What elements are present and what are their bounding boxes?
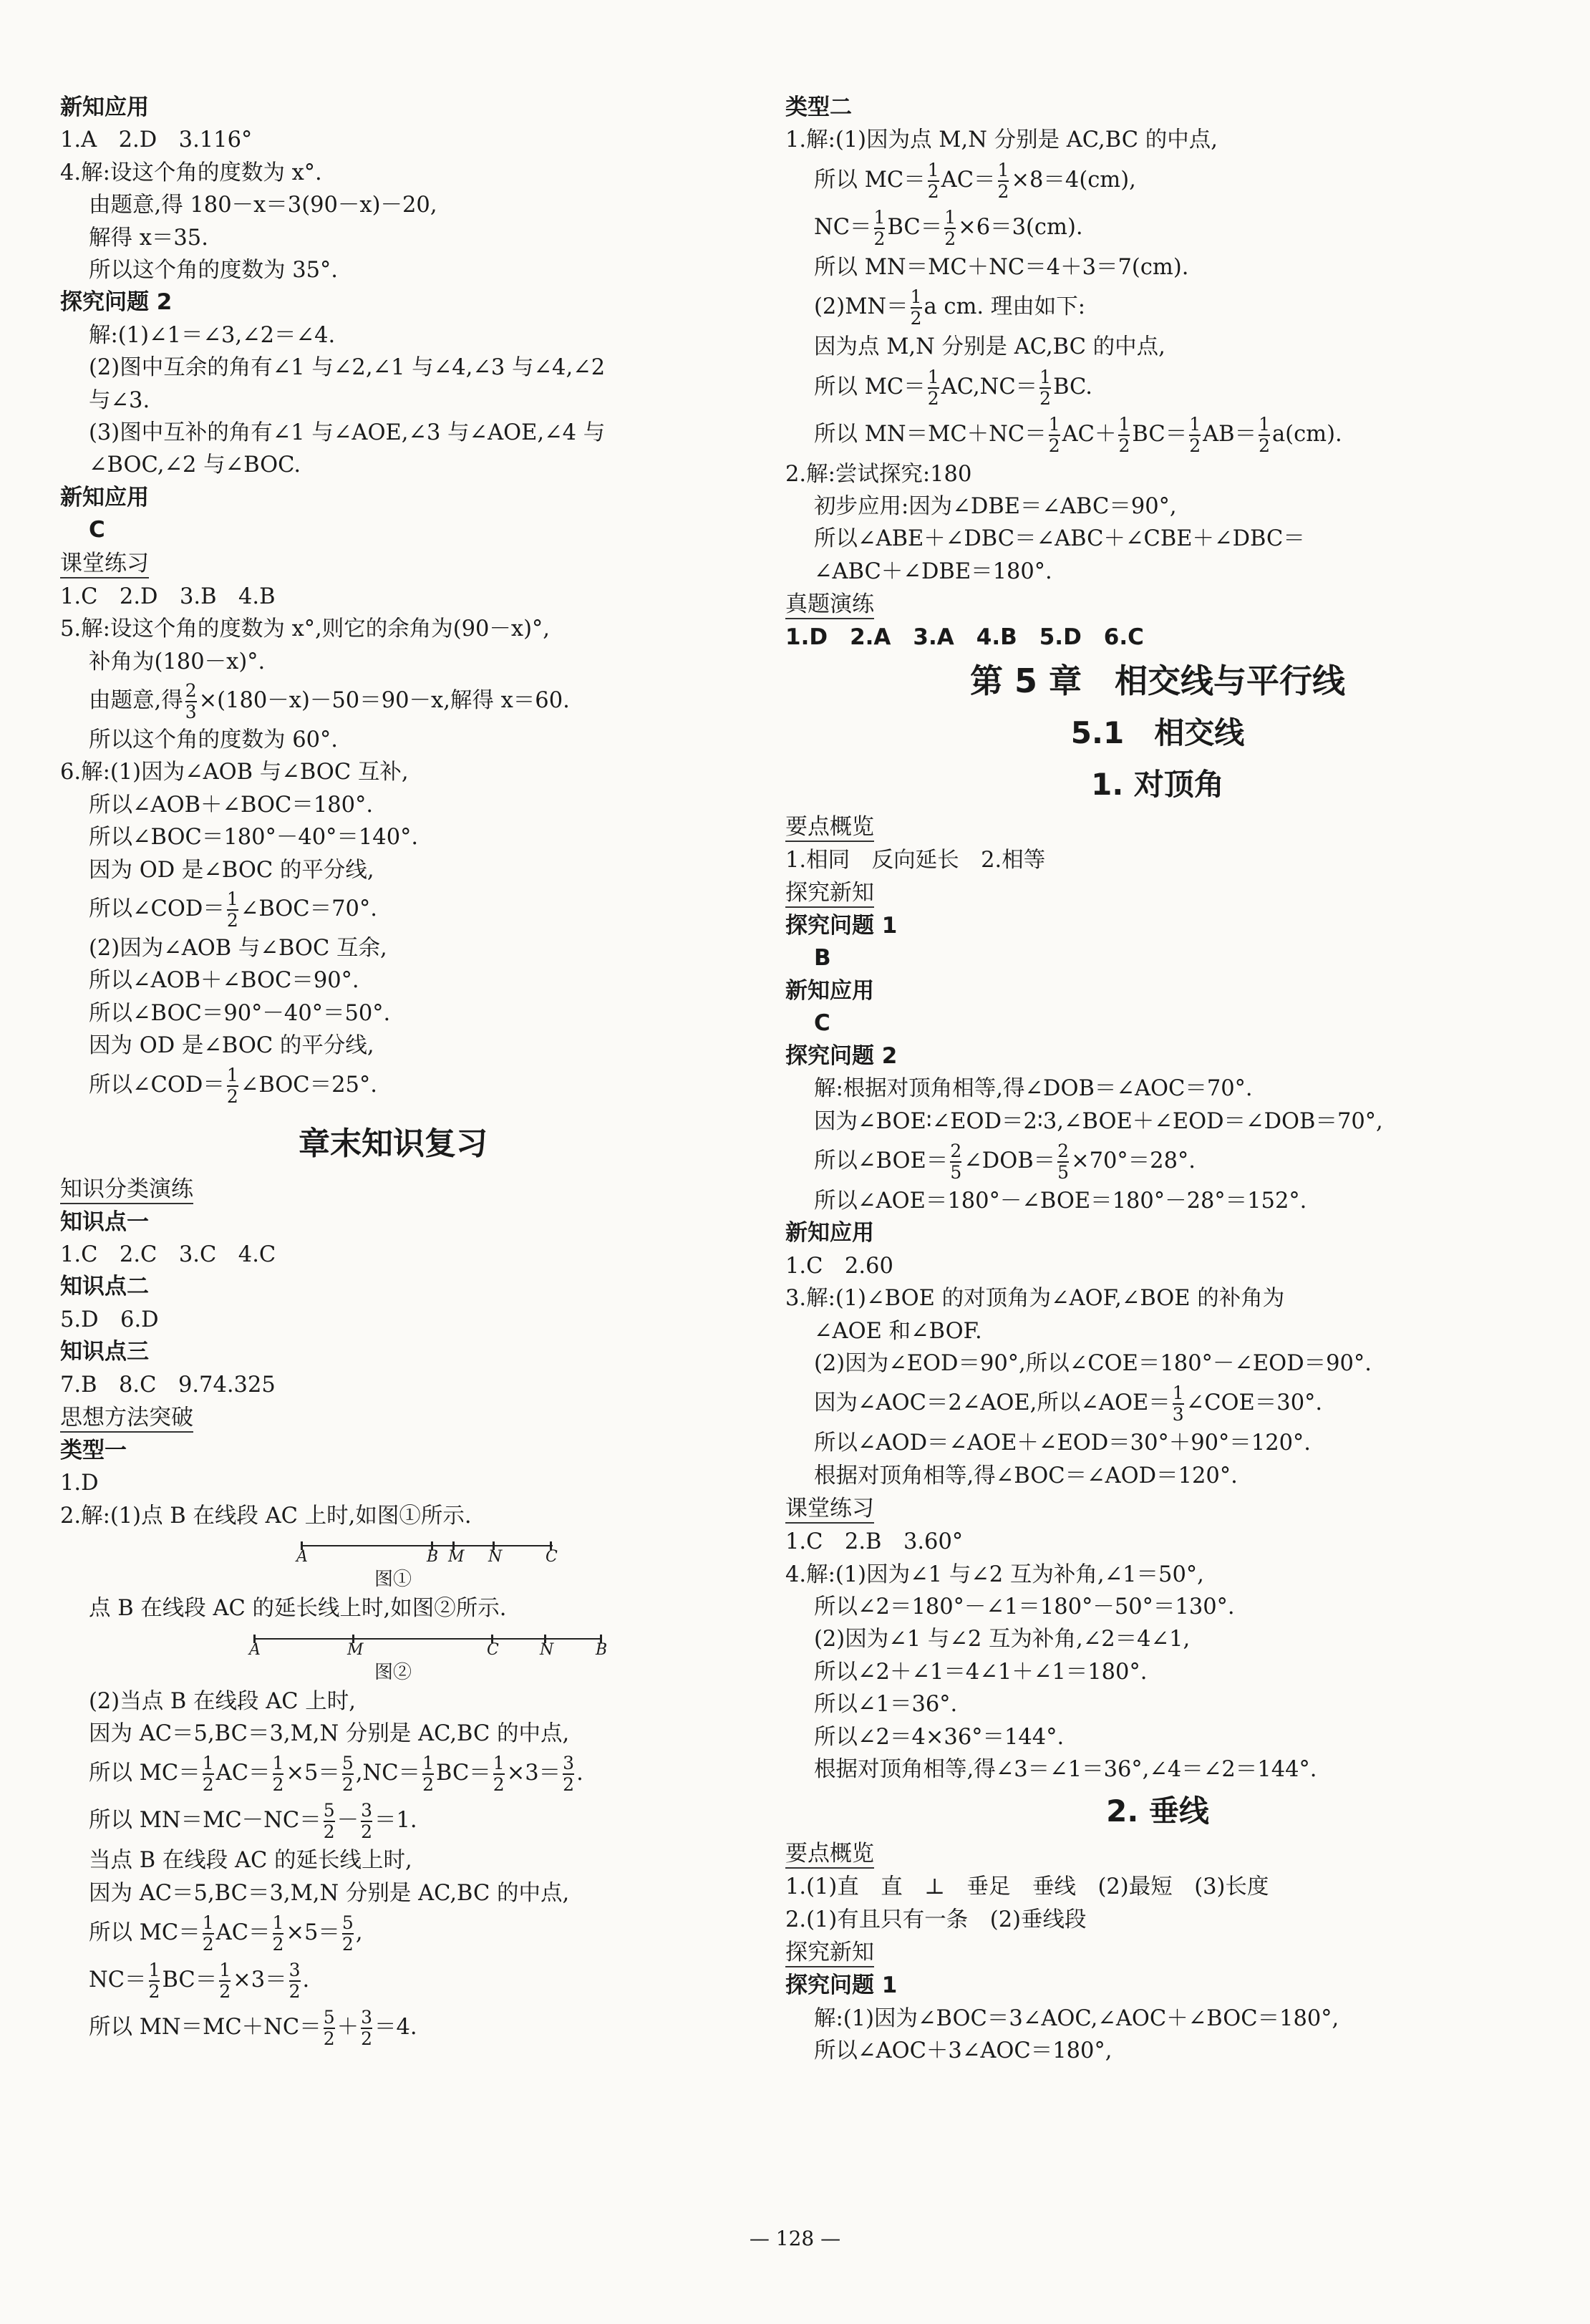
numerator: 1 xyxy=(1048,413,1060,435)
text-segment: 所以 MC＝ xyxy=(814,374,926,400)
answer-line: 解:根据对顶角相等,得∠DOB＝∠AOC＝70°. xyxy=(814,1076,1253,1102)
answer-line: 1.解:(1)因为点 M,N 分别是 AC,BC 的中点, xyxy=(785,127,1218,153)
answer-line: 所以∠2＝180°－∠1＝180°－50°＝130°. xyxy=(814,1594,1235,1619)
section-tag: 要点概览 xyxy=(785,813,874,842)
answer-line: 所以∠AOD＝∠AOE＋∠EOD＝30°＋90°＝120°. xyxy=(814,1430,1311,1456)
answer-line: 1.C 2.D 3.B 4.B xyxy=(60,584,276,609)
text-segment: AC＝ xyxy=(215,1761,271,1786)
answer-line: (2)因为∠EOD＝90°,所以∠COE＝180°－∠EOD＝90°. xyxy=(814,1350,1372,1376)
text-segment: ∠DOB＝ xyxy=(964,1148,1056,1173)
answer-line: 因为 OD 是∠BOC 的平分线, xyxy=(89,1033,374,1059)
answer-line: 1.C 2.C 3.C 4.C xyxy=(60,1241,276,1267)
answer-line xyxy=(60,886,726,932)
numerator: 3 xyxy=(289,1960,301,1981)
section-tag: 思想方法突破 xyxy=(60,1404,193,1433)
numerator: 1 xyxy=(1039,366,1052,387)
text-segment: BC＝ xyxy=(162,1967,218,1993)
point-label: A xyxy=(249,1640,261,1659)
subsection-title: 1. 对顶角 xyxy=(1091,766,1224,802)
text-segment: ∠BOC＝25°. xyxy=(240,1072,377,1098)
denominator: 2 xyxy=(873,228,886,249)
fraction xyxy=(273,1913,284,1955)
answer-line: 1.(1)直 直 ⊥ 垂足 垂线 (2)最短 (3)长度 xyxy=(785,1874,1269,1900)
text-segment: ×6＝3(cm). xyxy=(958,214,1083,240)
denominator: 2 xyxy=(289,1981,301,2003)
answer-line: 1.C 2.60 xyxy=(785,1253,893,1279)
fraction xyxy=(219,1960,231,2002)
denominator: 2 xyxy=(1259,435,1270,456)
section-tag: 要点概览 xyxy=(785,1840,874,1869)
denominator: 3 xyxy=(185,701,197,722)
denominator: 2 xyxy=(219,1981,231,2003)
text-segment: ＝4. xyxy=(374,2015,417,2040)
fraction xyxy=(1173,1383,1184,1425)
fraction xyxy=(563,1753,574,1795)
denominator: 2 xyxy=(202,1934,214,1955)
numerator: 1 xyxy=(1189,413,1201,435)
numerator: 1 xyxy=(1259,413,1270,435)
denominator: 2 xyxy=(361,2028,373,2050)
answer-line: 5.解:设这个角的度数为 x°,则它的余角为(90－x)°, xyxy=(60,616,550,642)
denominator: 2 xyxy=(927,387,939,409)
denominator: 2 xyxy=(226,909,238,931)
text-segment: AC＝ xyxy=(941,167,996,193)
answer-line: 初步应用:因为∠DBE＝∠ABC＝90°, xyxy=(814,494,1177,520)
text-segment: ＝1. xyxy=(374,1808,417,1834)
denominator: 2 xyxy=(1189,435,1201,456)
section-label: 探究问题 1 xyxy=(785,1972,898,1999)
numerator: 5 xyxy=(323,2007,335,2028)
fraction xyxy=(1049,415,1060,456)
answer-line: 因为 AC＝5,BC＝3,M,N 分别是 AC,BC 的中点, xyxy=(89,1880,570,1906)
text-segment: . xyxy=(576,1761,583,1786)
answer-line: (2)因为∠1 与∠2 互为补角,∠2＝4∠1, xyxy=(814,1627,1191,1652)
answer-line: 6.解:(1)因为∠AOB 与∠BOC 互补, xyxy=(60,760,409,785)
answer-line xyxy=(785,284,1530,331)
section-label: 知识点二 xyxy=(60,1274,149,1300)
numerator: 1 xyxy=(873,206,886,228)
denominator: 2 xyxy=(1048,435,1060,456)
text-segment: NC＝ xyxy=(814,214,872,240)
denominator: 2 xyxy=(997,180,1009,202)
segment-figure-2 xyxy=(60,1625,726,1660)
numerator: 1 xyxy=(219,1960,231,1981)
subsection-title: 2. 垂线 xyxy=(1106,1793,1209,1829)
denominator: 2 xyxy=(341,1934,354,1955)
answer-line: ∠BOC,∠2 与∠BOC. xyxy=(89,452,301,478)
answer-line xyxy=(60,1957,726,2004)
fraction xyxy=(944,208,956,249)
point-label: M xyxy=(347,1640,364,1659)
fraction xyxy=(998,160,1009,202)
numerator: 1 xyxy=(1118,413,1130,435)
answer-line: C xyxy=(89,517,105,543)
answer-line xyxy=(60,1797,726,1844)
text-segment: ×3＝ xyxy=(506,1761,561,1786)
answer-line: (2)因为∠AOB 与∠BOC 互余, xyxy=(89,935,387,961)
point-label: N xyxy=(540,1640,554,1659)
numerator: 5 xyxy=(341,1753,354,1774)
fraction xyxy=(203,1753,214,1795)
answer-line xyxy=(60,1062,726,1108)
answer-line: 与∠3. xyxy=(89,387,150,413)
fraction xyxy=(342,1913,354,1955)
numerator: 5 xyxy=(323,1800,335,1821)
section-title: 5.1 相交线 xyxy=(1070,715,1245,750)
answer-line: 由题意,得 180－x＝3(90－x)－20, xyxy=(89,193,437,218)
fraction xyxy=(227,1065,238,1107)
answer-line: 所以∠2＋∠1＝4∠1＋∠1＝180°. xyxy=(814,1659,1148,1685)
numerator: 1 xyxy=(226,888,238,909)
numerator: 2 xyxy=(185,679,197,701)
answer-line: 解:(1)因为∠BOC＝3∠AOC,∠AOC＋∠BOC＝180°, xyxy=(814,2005,1339,2031)
chapter-title: 第 5 章 相交线与平行线 xyxy=(969,661,1346,700)
numerator: 1 xyxy=(910,286,922,308)
text-segment: ×3＝ xyxy=(233,1967,287,1993)
right-column xyxy=(785,92,1530,2067)
numerator: 1 xyxy=(1172,1383,1184,1404)
numerator: 1 xyxy=(202,1753,214,1774)
text-segment: . xyxy=(302,1967,310,1993)
answer-line: 点 B 在线段 AC 的延长线上时,如图②所示. xyxy=(89,1596,507,1622)
denominator: 2 xyxy=(910,308,922,329)
denominator: 3 xyxy=(1172,1404,1184,1425)
fraction xyxy=(203,1913,214,1955)
fraction xyxy=(361,2008,372,2049)
answer-line: 4.解:(1)因为∠1 与∠2 互为补角,∠1＝50°, xyxy=(785,1562,1204,1587)
answer-line: 2.(1)有且只有一条 (2)垂线段 xyxy=(785,1907,1087,1932)
answer-line: 解:(1)∠1＝∠3,∠2＝∠4. xyxy=(89,322,336,348)
answer-line: 1.相同 反向延长 2.相等 xyxy=(785,847,1046,873)
answer-line: 所以∠BOC＝90°－40°＝50°. xyxy=(89,1000,391,1026)
answer-line: 5.D 6.D xyxy=(60,1307,159,1332)
numerator: 2 xyxy=(1057,1140,1070,1161)
numerator: 1 xyxy=(272,1753,284,1774)
answer-line: 补角为(180－x)°. xyxy=(89,649,266,674)
denominator: 2 xyxy=(1039,387,1052,409)
answer-line: 所以∠AOC＋3∠AOC＝180°, xyxy=(814,2038,1112,2064)
text-segment: 所以∠BOE＝ xyxy=(814,1148,949,1173)
fraction xyxy=(874,208,886,249)
fraction xyxy=(1118,415,1130,456)
section-tag: 课堂练习 xyxy=(60,550,149,578)
text-segment: ×5＝ xyxy=(286,1761,340,1786)
numerator: 1 xyxy=(997,159,1009,180)
fraction xyxy=(324,1801,335,1842)
denominator: 2 xyxy=(361,1821,373,1843)
fraction xyxy=(1189,415,1201,456)
text-segment: ×8＝4(cm), xyxy=(1011,167,1136,193)
answer-line: 所以∠1＝36°. xyxy=(814,1692,958,1718)
section-label: 类型一 xyxy=(60,1438,127,1463)
section-label: 新知应用 xyxy=(785,977,874,1004)
answer-line: 1.C 2.B 3.60° xyxy=(785,1529,964,1555)
denominator: 2 xyxy=(226,1085,238,1107)
answer-line: C xyxy=(814,1010,830,1037)
text-segment: ＋ xyxy=(336,2015,359,2040)
text-segment: BC＝ xyxy=(1132,421,1188,447)
text-segment: 所以 MC＝ xyxy=(89,1920,200,1946)
answer-line: 因为 OD 是∠BOC 的平分线, xyxy=(89,857,374,883)
numerator: 1 xyxy=(202,1912,214,1934)
answer-line: ∠AOE 和∠BOF. xyxy=(814,1318,982,1344)
point-label: B xyxy=(427,1548,439,1567)
text-segment: ,NC＝ xyxy=(355,1761,421,1786)
fraction xyxy=(1039,367,1051,409)
text-segment: BC＝ xyxy=(435,1761,491,1786)
answer-line: 1.D xyxy=(60,1471,99,1496)
denominator: 2 xyxy=(272,1774,284,1796)
numerator: 1 xyxy=(927,159,939,180)
answer-line: 解得 x＝35. xyxy=(89,225,208,251)
section-tag: 探究新知 xyxy=(785,1939,874,1967)
text-segment: － xyxy=(336,1808,359,1834)
text-segment: , xyxy=(355,1920,363,1946)
answer-line xyxy=(785,204,1530,251)
fraction xyxy=(185,681,197,722)
text-segment: BC. xyxy=(1053,374,1093,400)
section-tag: 探究新知 xyxy=(785,879,874,908)
answer-line: 所以这个角的度数为 60°. xyxy=(89,727,338,752)
text-segment: ∠BOC＝70°. xyxy=(240,896,377,921)
section-label: 类型二 xyxy=(785,95,852,120)
denominator: 2 xyxy=(563,1774,575,1796)
text-segment: 所以 MN＝MC＋NC＝ xyxy=(814,421,1047,447)
answer-line xyxy=(785,1138,1530,1185)
fraction xyxy=(928,160,939,202)
text-segment: BC＝ xyxy=(887,214,943,240)
fraction xyxy=(227,889,238,931)
denominator: 2 xyxy=(927,180,939,202)
section-label: 探究问题 1 xyxy=(785,913,898,939)
answer-line: 所以∠AOB＋∠BOC＝90°. xyxy=(89,968,359,994)
answer-line: 4.解:设这个角的度数为 x°. xyxy=(60,160,322,185)
answer-line: 所以∠AOB＋∠BOC＝180°. xyxy=(89,792,374,818)
answer-line xyxy=(60,1909,726,1957)
denominator: 2 xyxy=(323,2028,335,2050)
answer-line: 因为点 M,N 分别是 AC,BC 的中点, xyxy=(814,334,1165,360)
denominator: 5 xyxy=(1057,1161,1070,1183)
section-label: 探究问题 2 xyxy=(60,289,173,316)
numerator: 3 xyxy=(361,1800,373,1821)
numerator: 5 xyxy=(341,1912,354,1934)
denominator: 2 xyxy=(148,1981,160,2003)
text-segment: (2)MN＝ xyxy=(814,294,908,320)
fraction xyxy=(149,1960,160,2002)
text-segment: a cm. 理由如下: xyxy=(924,294,1086,320)
fraction xyxy=(422,1753,434,1795)
answer-line: (2)当点 B 在线段 AC 上时, xyxy=(89,1688,356,1714)
section-label: 探究问题 2 xyxy=(785,1042,898,1069)
numerator: 1 xyxy=(148,1960,160,1981)
section-label: 新知应用 xyxy=(60,484,149,510)
text-segment: AC,NC＝ xyxy=(941,374,1038,400)
fraction xyxy=(911,287,922,329)
text-segment: 由题意,得 xyxy=(89,687,183,713)
section-tag: 真题演练 xyxy=(785,591,874,619)
point-label: M xyxy=(448,1548,465,1567)
numerator: 3 xyxy=(361,2007,373,2028)
text-segment: ∠COE＝30°. xyxy=(1186,1390,1323,1416)
fraction xyxy=(324,2008,335,2049)
answer-line: 当点 B 在线段 AC 的延长线上时, xyxy=(89,1848,412,1874)
figure-caption: 图① xyxy=(374,1569,412,1591)
page-number: — 128 — xyxy=(749,2227,841,2250)
text-segment: ×(180－x)－50＝90－x,解得 x＝60. xyxy=(198,687,570,713)
figure-caption: 图② xyxy=(374,1661,412,1683)
answer-line xyxy=(60,678,726,724)
fraction xyxy=(1259,415,1270,456)
denominator: 2 xyxy=(202,1774,214,1796)
denominator: 2 xyxy=(1118,435,1130,456)
answer-line: 7.B 8.C 9.74.325 xyxy=(60,1372,276,1398)
fraction xyxy=(493,1753,505,1795)
fraction xyxy=(273,1753,284,1795)
answer-line: 所以∠2＝4×36°＝144°. xyxy=(814,1724,1065,1750)
text-segment: a(cm). xyxy=(1271,421,1342,447)
answer-line: ∠ABC＋∠DBE＝180°. xyxy=(814,558,1052,584)
denominator: 5 xyxy=(950,1161,962,1183)
text-segment: 因为∠AOC＝2∠AOE,所以∠AOE＝ xyxy=(814,1390,1170,1416)
fraction xyxy=(342,1753,354,1795)
text-segment: AC＋ xyxy=(1062,421,1117,447)
denominator: 2 xyxy=(944,228,956,249)
numerator: 1 xyxy=(944,206,956,228)
numerator: 3 xyxy=(563,1753,575,1774)
answer-line: 根据对顶角相等,得∠3＝∠1＝36°,∠4＝∠2＝144°. xyxy=(814,1757,1317,1782)
left-column xyxy=(60,92,726,2051)
text-segment: 所以 MC＝ xyxy=(814,167,926,193)
segment-figure-1 xyxy=(60,1532,726,1567)
denominator: 2 xyxy=(493,1774,505,1796)
answer-line: 所以 MN＝MC＋NC＝4＋3＝7(cm). xyxy=(814,254,1189,280)
answer-line xyxy=(785,1380,1530,1427)
answer-line: 1.D 2.A 3.A 4.B 5.D 6.C xyxy=(785,624,1144,651)
answer-line xyxy=(60,1750,726,1797)
denominator: 2 xyxy=(323,1821,335,1843)
answer-line xyxy=(60,2004,726,2051)
denominator: 2 xyxy=(341,1774,354,1796)
section-label: 知识点一 xyxy=(60,1209,149,1235)
answer-line: 所以∠ABE＋∠DBC＝∠ABC＋∠CBE＋∠DBC＝ xyxy=(814,526,1305,552)
answer-line xyxy=(785,364,1530,411)
text-segment: 所以∠COD＝ xyxy=(89,896,225,921)
answer-line xyxy=(785,411,1530,458)
section-label: 知识点三 xyxy=(60,1339,149,1365)
numerator: 2 xyxy=(950,1140,962,1161)
text-segment: 所以 MC＝ xyxy=(89,1761,200,1786)
fraction xyxy=(289,1960,301,2002)
point-label: N xyxy=(488,1548,503,1567)
answer-line xyxy=(785,157,1530,204)
point-label: B xyxy=(596,1640,608,1659)
numerator: 1 xyxy=(226,1064,238,1085)
section-tag: 课堂练习 xyxy=(785,1495,874,1524)
answer-line: 3.解:(1)∠BOE 的对顶角为∠AOF,∠BOE 的补角为 xyxy=(785,1286,1285,1312)
numerator: 1 xyxy=(493,1753,505,1774)
answer-line: 所以∠BOC＝180°－40°＝140°. xyxy=(89,825,419,851)
text-segment: 所以∠COD＝ xyxy=(89,1072,225,1098)
fraction xyxy=(1057,1141,1069,1183)
fraction xyxy=(361,1801,372,1842)
numerator: 1 xyxy=(422,1753,434,1774)
answer-line: (3)图中互补的角有∠1 与∠AOE,∠3 与∠AOE,∠4 与 xyxy=(89,420,606,446)
denominator: 2 xyxy=(422,1774,434,1796)
section-label: 新知应用 xyxy=(785,1220,874,1246)
numerator: 1 xyxy=(272,1912,284,1934)
point-label: C xyxy=(487,1640,499,1659)
answer-line: 1.A 2.D 3.116° xyxy=(60,127,253,153)
answer-line: 根据对顶角相等,得∠BOC＝∠AOD＝120°. xyxy=(814,1463,1238,1488)
text-segment: AB＝ xyxy=(1203,421,1257,447)
answer-line: 所以这个角的度数为 35°. xyxy=(89,258,338,284)
fraction xyxy=(950,1141,961,1183)
chapter-review-title: 章末知识复习 xyxy=(299,1125,488,1162)
text-segment: 所以 MN＝MC＋NC＝ xyxy=(89,2015,321,2040)
section-label: 新知应用 xyxy=(60,95,149,120)
denominator: 2 xyxy=(272,1934,284,1955)
answer-line: 所以∠AOE＝180°－∠BOE＝180°－28°＝152°. xyxy=(814,1188,1307,1214)
point-label: C xyxy=(546,1548,558,1567)
text-segment: AC＝ xyxy=(215,1920,271,1946)
fraction xyxy=(928,367,939,409)
text-segment: ×70°＝28°. xyxy=(1071,1148,1196,1173)
answer-line: (2)图中互余的角有∠1 与∠2,∠1 与∠4,∠3 与∠4,∠2 xyxy=(89,355,606,381)
answer-line: 因为 AC＝5,BC＝3,M,N 分别是 AC,BC 的中点, xyxy=(89,1721,570,1747)
section-tag: 知识分类演练 xyxy=(60,1176,193,1204)
text-segment: ×5＝ xyxy=(286,1920,340,1946)
text-segment: NC＝ xyxy=(89,1967,147,1993)
answer-line: 2.解:(1)点 B 在线段 AC 上时,如图①所示. xyxy=(60,1503,472,1529)
answer-line: B xyxy=(814,945,831,972)
text-segment: 所以 MN＝MC－NC＝ xyxy=(89,1808,321,1834)
answer-line: 2.解:尝试探究:180 xyxy=(785,461,972,487)
point-label: A xyxy=(296,1548,308,1567)
numerator: 1 xyxy=(927,366,939,387)
answer-line: 因为∠BOE∶∠EOD＝2∶3,∠BOE＋∠EOD＝∠DOB＝70°, xyxy=(814,1108,1383,1134)
